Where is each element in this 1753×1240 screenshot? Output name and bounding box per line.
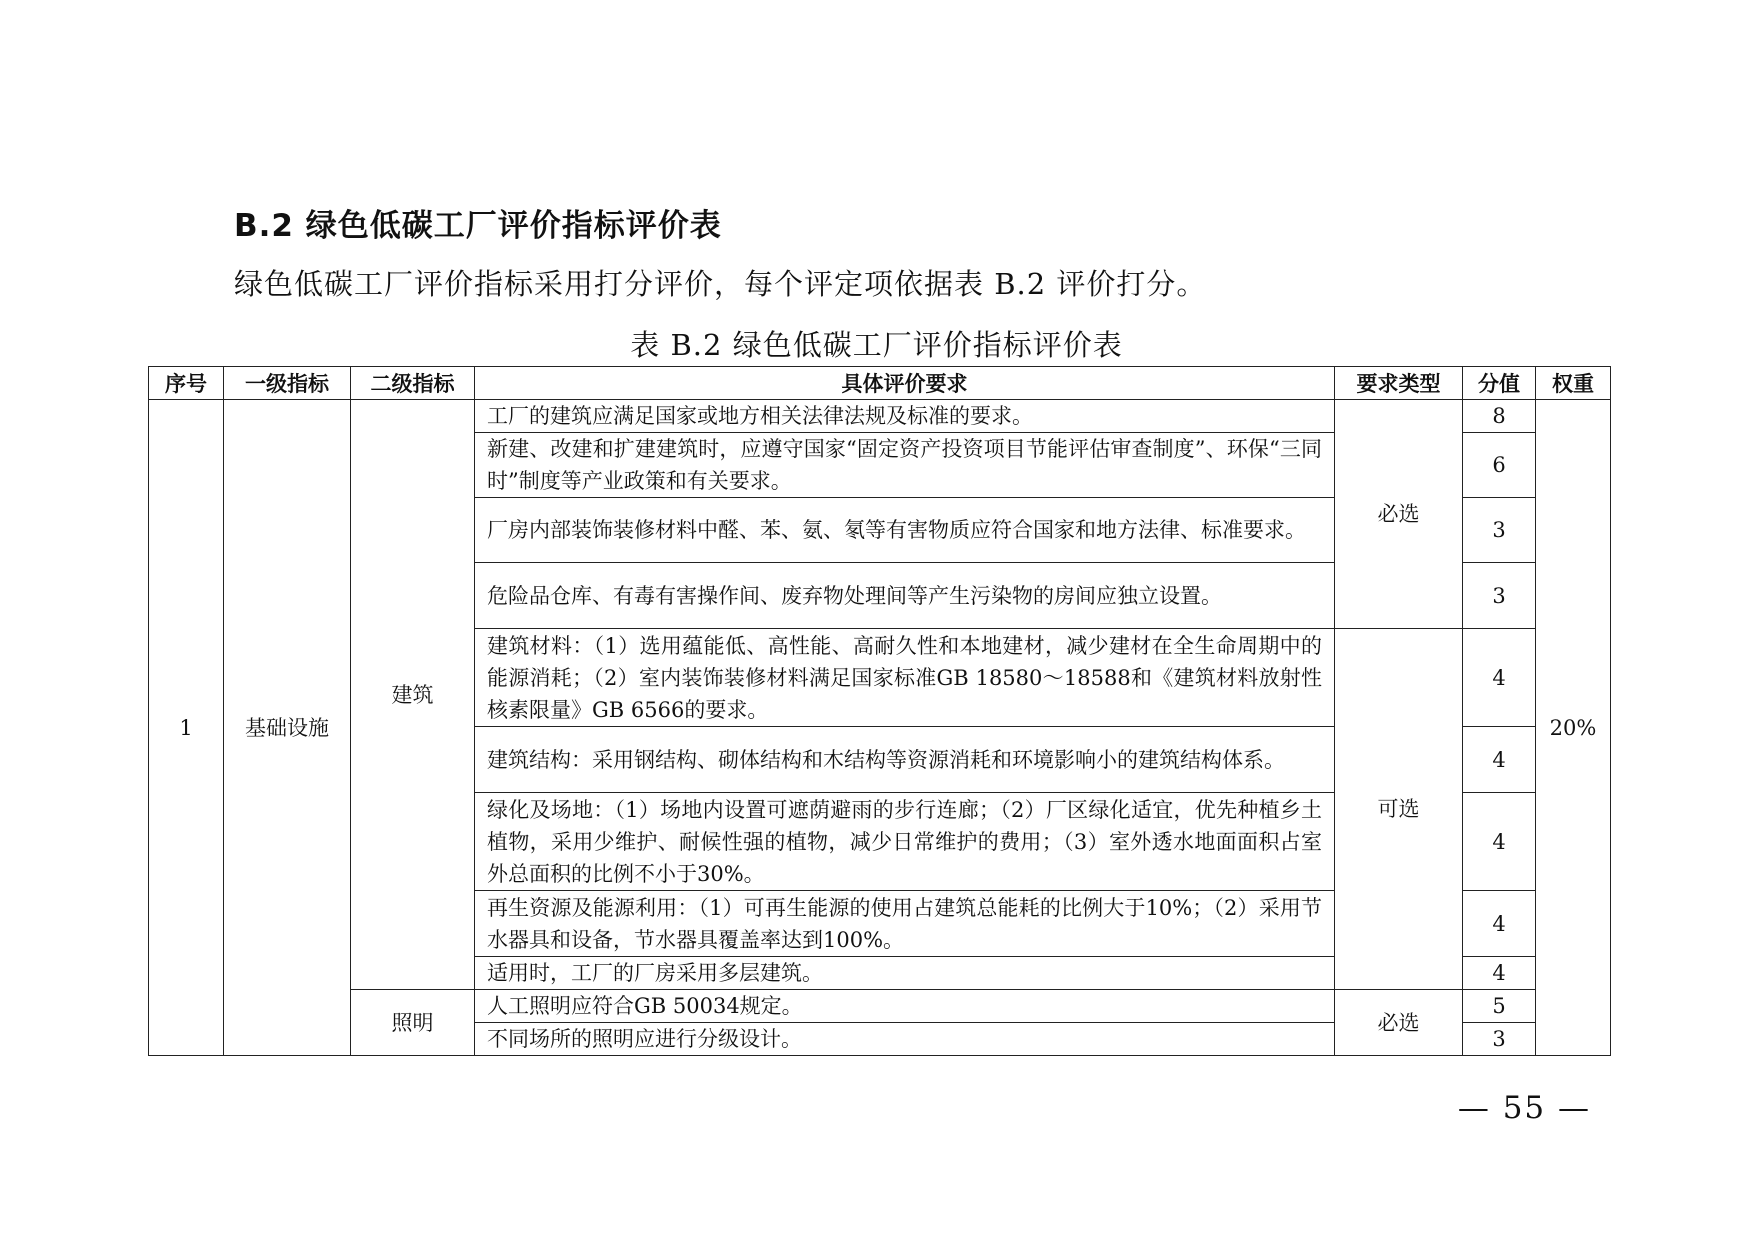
weight-cell: 20% [1536, 400, 1611, 1056]
score-cell: 3 [1463, 563, 1536, 629]
requirement-cell: 建筑结构：采用钢结构、砌体结构和木结构等资源消耗和环境影响小的建筑结构体系。 [475, 727, 1335, 793]
score-cell: 4 [1463, 727, 1536, 793]
section-heading: B.2 绿色低碳工厂评价指标评价表 [234, 208, 722, 244]
page-number: — 55 — [1457, 1090, 1591, 1126]
score-cell: 8 [1463, 400, 1536, 433]
requirement-cell: 绿化及场地：（1）场地内设置可遮荫避雨的步行连廊；（2）厂区绿化适宜，优先种植乡土植物，采用少维护、耐候性强的植物，减少日常维护的费用；（3）室外透水地面面积占室外总面积的比例不小于30%。 [475, 793, 1335, 891]
requirement-cell: 厂房内部装饰装修材料中醛、苯、氨、氡等有害物质应符合国家和地方法律、标准要求。 [475, 498, 1335, 563]
table-header-row [149, 367, 1611, 400]
table-row [149, 400, 1611, 433]
level1-cell: 基础设施 [224, 400, 351, 1056]
header-level1: 一级指标 [224, 367, 351, 400]
header-weight: 权重 [1536, 367, 1611, 400]
score-cell: 4 [1463, 629, 1536, 727]
score-cell: 4 [1463, 891, 1536, 957]
level2-lighting-cell: 照明 [351, 990, 475, 1056]
header-seq: 序号 [149, 367, 224, 400]
requirement-cell: 人工照明应符合GB 50034规定。 [475, 990, 1335, 1023]
type-required-cell: 必选 [1335, 400, 1463, 629]
requirement-cell: 危险品仓库、有毒有害操作间、废弃物处理间等产生污染物的房间应独立设置。 [475, 563, 1335, 629]
type-required-cell: 必选 [1335, 990, 1463, 1056]
requirement-cell: 再生资源及能源利用：（1）可再生能源的使用占建筑总能耗的比例大于10%；（2）采用节水器具和设备，节水器具覆盖率达到100%。 [475, 891, 1335, 957]
table-caption: 表 B.2 绿色低碳工厂评价指标评价表 [630, 328, 1123, 362]
evaluation-table [148, 366, 1611, 1056]
header-type: 要求类型 [1335, 367, 1463, 400]
score-cell: 6 [1463, 433, 1536, 498]
intro-paragraph: 绿色低碳工厂评价指标采用打分评价，每个评定项依据表 B.2 评价打分。 [234, 267, 1207, 301]
type-optional-cell: 可选 [1335, 629, 1463, 990]
table-row [149, 990, 1611, 1023]
requirement-cell: 工厂的建筑应满足国家或地方相关法律法规及标准的要求。 [475, 400, 1335, 433]
score-cell: 4 [1463, 793, 1536, 891]
score-cell: 5 [1463, 990, 1536, 1023]
header-level2: 二级指标 [351, 367, 475, 400]
header-requirement: 具体评价要求 [475, 367, 1335, 400]
score-cell: 3 [1463, 1023, 1536, 1056]
seq-cell: 1 [149, 400, 224, 1056]
requirement-cell: 建筑材料：（1）选用蕴能低、高性能、高耐久性和本地建材，减少建材在全生命周期中的能源消耗；（2）室内装饰装修材料满足国家标准GB 18580～18588和《建筑材料放射性核素限量》GB 6566的要求。 [475, 629, 1335, 727]
requirement-cell: 新建、改建和扩建建筑时，应遵守国家“固定资产投资项目节能评估审查制度”、环保“三同时”制度等产业政策和有关要求。 [475, 433, 1335, 498]
header-score: 分值 [1463, 367, 1536, 400]
requirement-cell: 适用时，工厂的厂房采用多层建筑。 [475, 957, 1335, 990]
score-cell: 4 [1463, 957, 1536, 990]
score-cell: 3 [1463, 498, 1536, 563]
level2-building-cell: 建筑 [351, 400, 475, 990]
requirement-cell: 不同场所的照明应进行分级设计。 [475, 1023, 1335, 1056]
